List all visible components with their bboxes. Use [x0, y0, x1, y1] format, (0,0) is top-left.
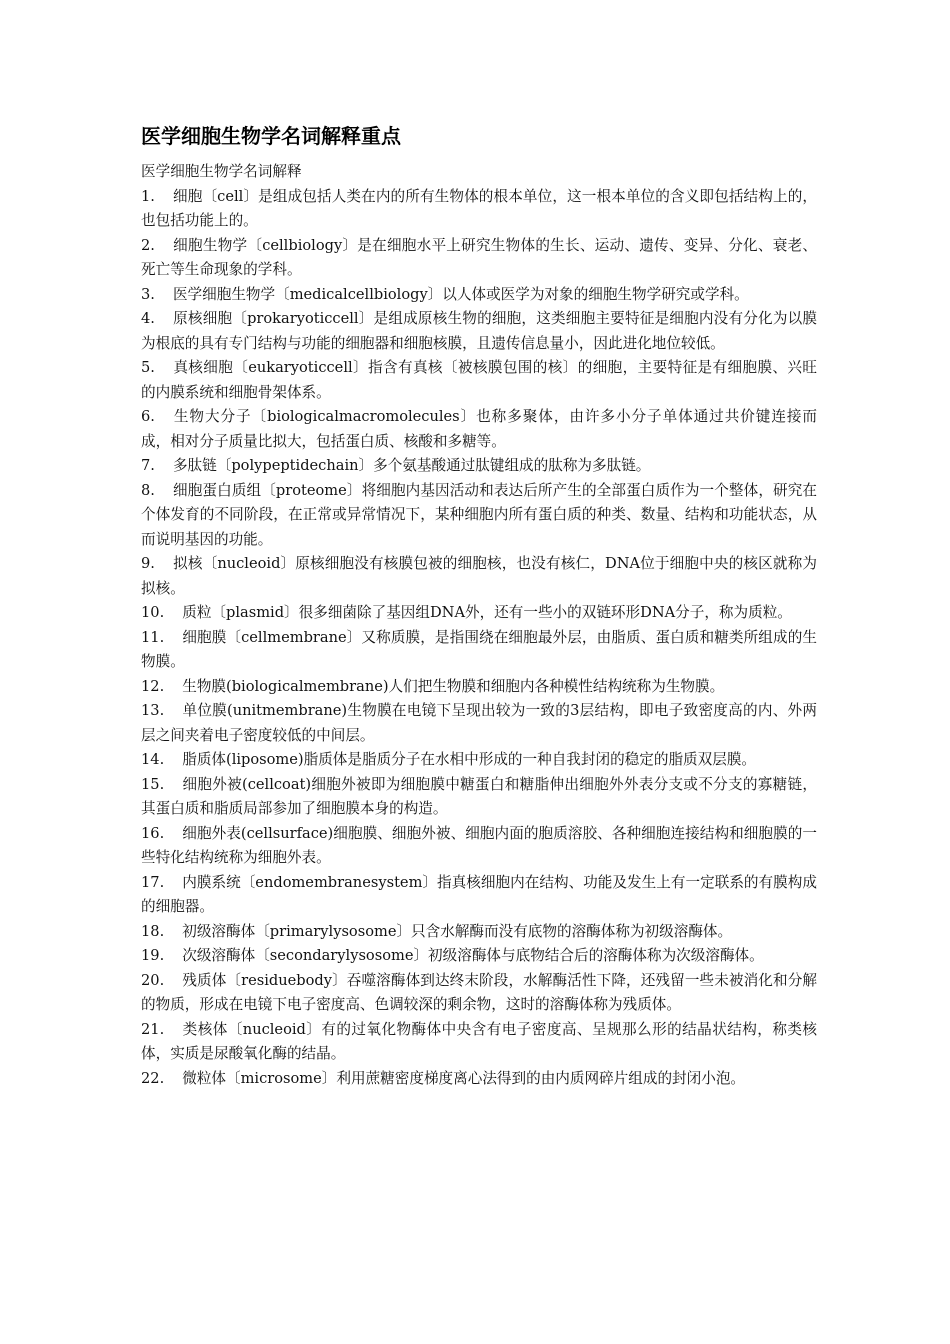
entry-number: 17. [141, 873, 165, 891]
definition-list [141, 185, 817, 1092]
definition-entry [141, 944, 817, 969]
entry-number: 14. [141, 751, 165, 768]
entry-number: 2. [141, 236, 155, 254]
entry-text: 类核体〔nucleoid〕有的过氧化物酶体中央含有电子密度高、呈规那么形的结晶状结构，称类核体，实质是尿酸氧化酶的结晶。 [141, 1020, 817, 1062]
entry-text: 次级溶酶体〔secondarylysosome〕初级溶酶体与底物结合后的溶酶体称为次级溶酶体。 [182, 947, 764, 964]
definition-entry [141, 307, 817, 356]
entry-text: 拟核〔nucleoid〕原核细胞没有核膜包被的细胞核，也没有核仁，DNA位于细胞中央的核区就称为拟核。 [141, 555, 817, 597]
entry-number: 10. [141, 604, 165, 621]
entry-number: 9. [141, 555, 155, 572]
entry-number: 21. [141, 1020, 165, 1038]
definition-entry [141, 822, 817, 871]
definition-entry [141, 283, 817, 308]
definition-entry [141, 871, 817, 920]
definition-entry [141, 405, 817, 454]
entry-number: 5. [141, 359, 155, 376]
entry-number: 8. [141, 481, 155, 499]
entry-number: 13. [141, 702, 165, 719]
definition-entry [141, 1018, 817, 1067]
entry-text: 真核细胞〔eukaryoticcell〕指含有真核〔被核膜包围的核〕的细胞，主要特征是有细胞膜、兴旺的内膜系统和细胞骨架体系。 [141, 359, 817, 401]
definition-entry [141, 969, 817, 1018]
entry-number: 15. [141, 775, 165, 793]
entry-text: 残质体〔residuebody〕吞噬溶酶体到达终末阶段，水解酶活性下降，还残留一些未被消化和分解的物质，形成在电镜下电子密度高、色调较深的剩余物，这时的溶酶体称为残质体。 [141, 971, 817, 1013]
entry-number: 22. [141, 1069, 165, 1087]
entry-text: 细胞生物学〔cellbiology〕是在细胞水平上研究生物体的生长、运动、遗传、变异、分化、衰老、死亡等生命现象的学科。 [141, 236, 817, 278]
entry-number: 3. [141, 285, 155, 303]
entry-number: 20. [141, 971, 165, 989]
entry-number: 1. [141, 187, 155, 205]
definition-entry [141, 601, 817, 626]
entry-text: 微粒体〔microsome〕利用蔗糖密度梯度离心法得到的由内质网碎片组成的封闭小泡。 [182, 1069, 746, 1087]
entry-text: 医学细胞生物学〔medicalcellbiology〕以人体或医学为对象的细胞生物学研究或学科。 [172, 285, 749, 303]
document-body [141, 160, 817, 1091]
definition-entry [141, 748, 817, 773]
entry-text: 细胞外被(cellcoat)细胞外被即为细胞膜中糖蛋白和糖脂伸出细胞外外表分支或不分支的寡糖链，其蛋白质和脂质局部参加了细胞膜本身的构造。 [141, 775, 817, 817]
entry-text: 原核细胞〔prokaryoticcell〕是组成原核生物的细胞，这类细胞主要特征是细胞内没有分化为以膜为根底的具有专门结构与功能的细胞器和细胞核膜，且遗传信息量小，因此进化地位较低。 [141, 310, 817, 352]
entry-number: 4. [141, 310, 155, 327]
entry-text: 脂质体(liposome)脂质体是脂质分子在水相中形成的一种自我封闭的稳定的脂质双层膜。 [182, 751, 757, 768]
definition-entry [141, 356, 817, 405]
entry-number: 12. [141, 677, 165, 695]
entry-number: 16. [141, 824, 165, 842]
definition-entry [141, 699, 817, 748]
definition-entry [141, 773, 817, 822]
document-title: 医学细胞生物学名词解释重点 [141, 124, 401, 148]
definition-entry [141, 1067, 817, 1092]
entry-number: 19. [141, 947, 165, 964]
entry-text: 生物膜(biologicalmembrane)人们把生物膜和细胞内各种模性结构统称为生物膜。 [182, 677, 725, 695]
definition-entry [141, 626, 817, 675]
entry-number: 6. [141, 408, 155, 425]
document-subtitle: 医学细胞生物学名词解释 [141, 163, 302, 180]
entry-text: 生物大分子〔biologicalmacromolecules〕也称多聚体，由许多小分子单体通过共价键连接而成，相对分子质量比拟大，包括蛋白质、核酸和多糖等。 [141, 408, 817, 450]
entry-text: 细胞外表(cellsurface)细胞膜、细胞外被、细胞内面的胞质溶胶、各种细胞连接结构和细胞膜的一些特化结构统称为细胞外表。 [141, 824, 817, 866]
definition-entry [141, 234, 817, 283]
entry-text: 细胞膜〔cellmembrane〕又称质膜，是指围绕在细胞最外层，由脂质、蛋白质和糖类所组成的生物膜。 [141, 628, 817, 670]
definition-entry [141, 920, 817, 945]
definition-entry [141, 552, 817, 601]
entry-text: 多肽链〔polypeptidechain〕多个氨基酸通过肽键组成的肽称为多肽链。 [172, 457, 651, 474]
definition-entry [141, 675, 817, 700]
entry-text: 初级溶酶体〔primarylysosome〕只含水解酶而没有底物的溶酶体称为初级溶酶体。 [182, 922, 733, 940]
entry-text: 质粒〔plasmid〕很多细菌除了基因组DNA外，还有一些小的双链环形DNA分子，称为质粒。 [182, 604, 792, 621]
definition-entry [141, 479, 817, 553]
definition-entry [141, 185, 817, 234]
entry-text: 内膜系统〔endomembranesystem〕指真核细胞内在结构、功能及发生上有一定联系的有膜构成的细胞器。 [141, 873, 817, 915]
entry-number: 18. [141, 922, 165, 940]
entry-number: 11. [141, 628, 165, 646]
entry-text: 单位膜(unitmembrane)生物膜在电镜下呈现出较为一致的3层结构，即电子致密度高的内、外两层之间夹着电子密度较低的中间层。 [141, 702, 817, 744]
entry-text: 细胞〔cell〕是组成包括人类在内的所有生物体的根本单位，这一根本单位的含义即包括结构上的，也包括功能上的。 [141, 187, 817, 229]
entry-text: 细胞蛋白质组〔proteome〕将细胞内基因活动和表达后所产生的全部蛋白质作为一个整体，研究在个体发育的不同阶段，在正常或异常情况下，某种细胞内所有蛋白质的种类、数量、结构和功能状态，从而说明基因的功能。 [141, 481, 817, 548]
entry-number: 7. [141, 457, 155, 474]
definition-entry [141, 454, 817, 479]
